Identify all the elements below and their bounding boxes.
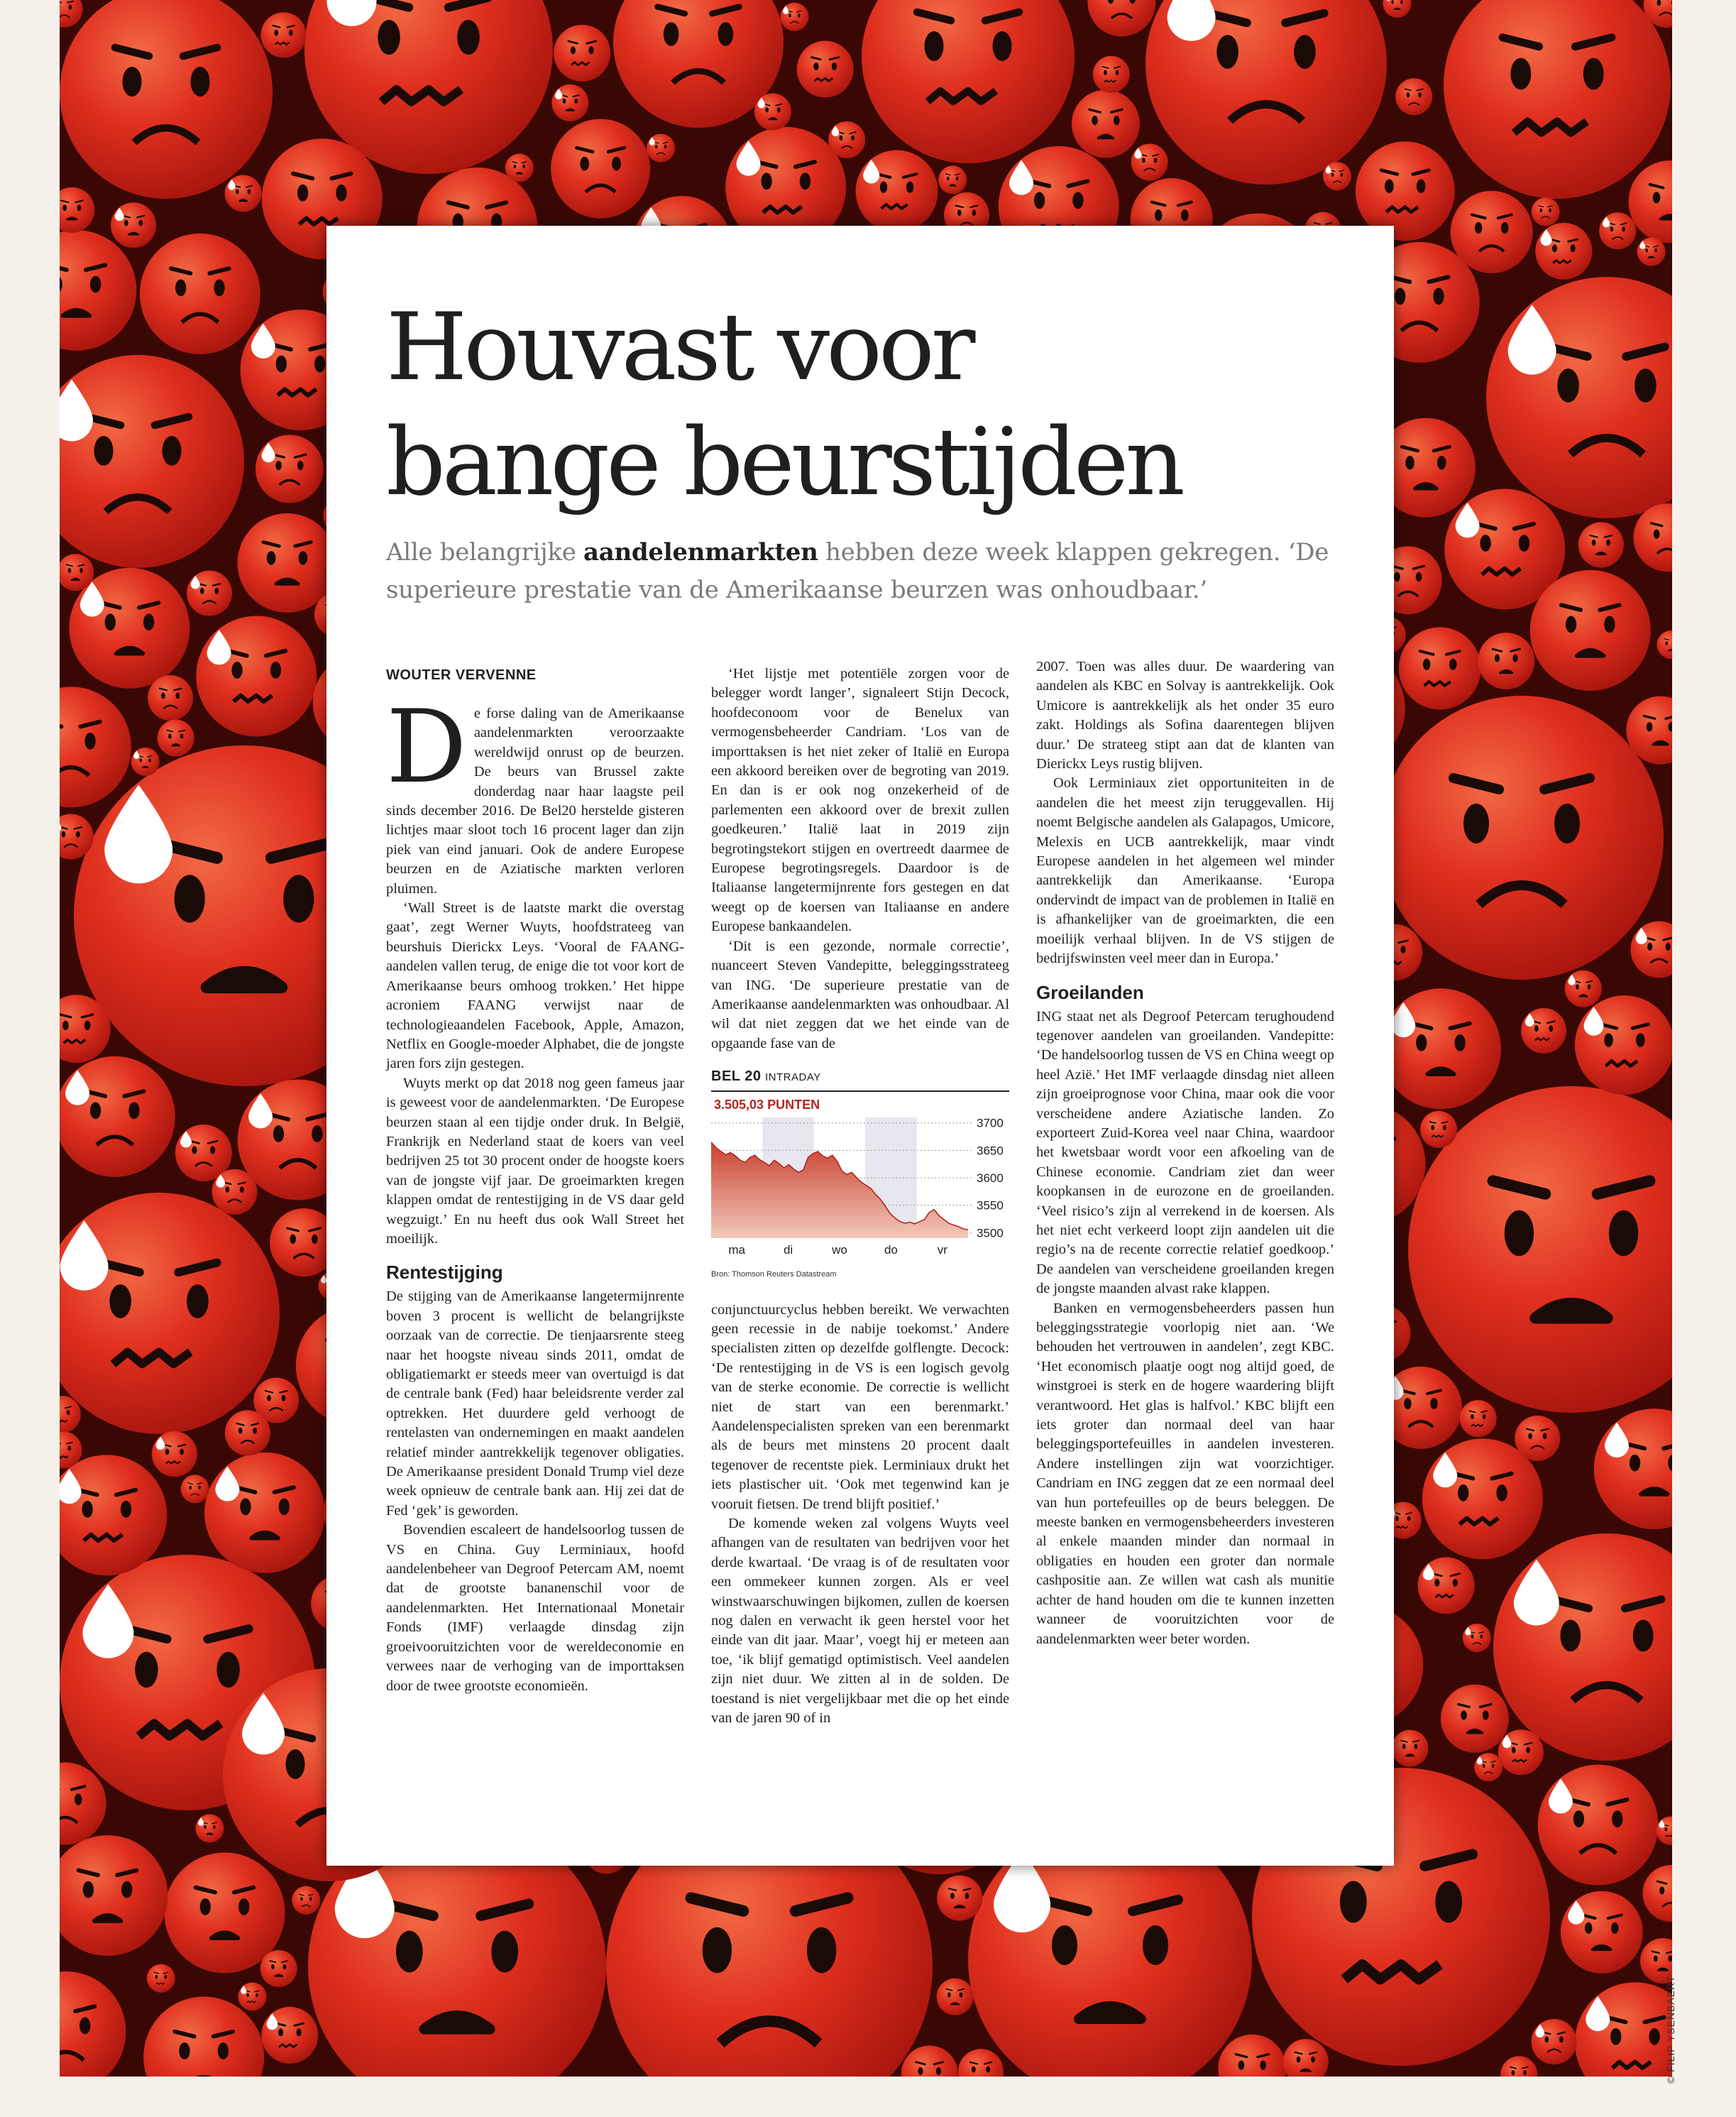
drop-cap: D xyxy=(386,689,467,806)
worried-face-emoji xyxy=(1444,0,1671,199)
worried-face-emoji xyxy=(1515,1416,1560,1461)
column-1 xyxy=(386,664,684,1696)
headline-line-2: bange beurstijden xyxy=(386,407,1182,516)
worried-face-emoji xyxy=(260,1950,297,1987)
worried-face-emoji xyxy=(1599,212,1636,249)
worried-face-emoji xyxy=(937,1876,982,1921)
chart-ytick-label: 3700 xyxy=(977,1116,1004,1130)
worried-face-emoji xyxy=(1478,633,1534,689)
lede-end: hebben deze week klappen gekregen. ‘De superieure prestatie van de Amerikaanse beurzen was onhoudbaar.’ xyxy=(386,538,1329,604)
worried-face-emoji xyxy=(1594,1408,1672,1529)
worried-face-emoji xyxy=(551,119,650,219)
paragraph: Bovendien escaleert de handelsoorlog tussen de VS en China. Guy Lerminiaux, hoofd aandelenbeheer van Degroof Petercam AM, noemt dat de grootste bananenschil voor de aandelenmarkten. Het Internationaal Monetair Fonds (IMF) verlaagde dinsdag zijn groeivooruitzichten voor de wereldeconomie en verwees naar de verhoging van de importtaksen door de twee grootste economieën. xyxy=(386,1522,684,1694)
worried-face-emoji xyxy=(1530,570,1651,691)
article-panel xyxy=(326,226,1394,1866)
worried-face-emoji xyxy=(60,230,136,351)
chart-xtick-label: do xyxy=(884,1243,898,1257)
worried-face-emoji xyxy=(797,40,854,97)
worried-face-emoji xyxy=(60,187,94,233)
paragraph: conjunctuurcyclus hebben bereikt. We verwachten geen recessie in de nabije toekomst.’ Andere specialisten zitten op dezelfde golflengte. Decock: ‘De rentestijging in de VS is een logisch gevolg van de sterke economie. De correctie is wellicht niet de start van een berenmarkt.’ Aandelenspecialisten spreken van een berenmarkt als de beurs met minstens 20 procent daalt tegenover de recentste piek. Lerminiaux drukt het iets plastischer uit. ‘Ook met tegenwind kan je vooruit fietsen. De trend blijft positief.’ xyxy=(711,1301,1009,1512)
worried-face-emoji xyxy=(1532,197,1560,226)
worried-face-emoji xyxy=(1283,2039,1329,2077)
worried-face-emoji xyxy=(1575,995,1672,1095)
worried-face-emoji xyxy=(181,1475,209,1503)
worried-face-emoji xyxy=(828,121,865,158)
worried-face-emoji xyxy=(60,355,244,568)
worried-face-emoji xyxy=(60,1455,167,1575)
worried-face-emoji xyxy=(1637,238,1666,266)
paragraph: De komende weken zal volgens Wuyts veel afhangen van de resultaten van bedrijven voor het derde kwartaal. ‘De vraag is of de resultaten voor een ommekeer kunnen zorgen. Als er veel winstwaarschuwingen bijkomen, zullen de koersen nog dalen en verwacht ik geen herstel voor het einde van dit jaar. Maar’, voegt hij er meteen aan toe, ‘ik blijf gematigd optimistisch. Veel aandelen zijn niet duur. We zitten al in de solden. De toestand is niet vergelijkbaar met die op het einde van de jaren 90 of in xyxy=(711,1516,1009,1727)
worried-face-emoji xyxy=(111,202,156,248)
worried-face-emoji xyxy=(60,686,131,807)
worried-face-emoji xyxy=(204,1453,325,1573)
worried-face-emoji xyxy=(1474,1753,1502,1781)
worried-face-emoji xyxy=(1323,162,1351,190)
chart-title xyxy=(711,1068,1009,1092)
paragraph: ‘Wall Street is de laatste markt die overstag gaat’, zegt Werner Wuyts, hoofdstrateeg van beurshuis Dierickx Leys. ‘Vooral de FAANG-aandelen vallen terug, de enige die tot voor kort de Amerikaanse beurs omhoog trokken.’ Het hippe acroniem FAANG verwijst naar de technologieaandelen Facebook, Apple, Amazon, Netflix en Google-moeder Alphabet, die de jongste jaren fors zijn gestegen. xyxy=(386,900,684,1072)
worried-face-emoji xyxy=(780,3,808,31)
paragraph: Banken en vermogensbeheerders passen hun beleggingsstrategie voorlopig niet aan. ‘We behouden het vertrouwen in aandelen’, zegt KBC. ‘Het economisch plaatje oogt nog altijd goed, de winstgroei is sterk en de hogere waardering blijft verantwoord. Het glas is halfvol.’ KBC blijft een iets groter dan normaal deel van haar beleggingsportefeuilles in aandelen investeren. Andere instellingen zijn wat voorzichtiger. Candriam en ING zeggen dat ze een normaal deel van hun portefeuilles op de beurs beleggen. De meeste banken en vermogensbeheerders investeren al enkele maanden minder dan normaal in obligaties en houden een groter dan normale cashpositie aan. Ze willen wat cash als munitie achter de hand houden om die te kunnen inzetten wanneer de vooruitzichten voor de aandelenmarkten weer beter worden. xyxy=(1036,1300,1334,1647)
paragraph: ‘Het lijstje met potentiële zorgen voor de belegger wordt langer’, signaleert Stijn Decock, hoofdeconoom voor de Benelux van vermogensbeheerder Candriam. ‘Los van de importtaksen is het niet zeker of Italië en Europa een akkoord bereiken over de begroting van 2019. En dan is er ook nog onzekerheid of de parlementen een akkoord over de brexit zullen goedkeuren.’ Italië laat in 2019 zijn begrotingstekort stijgen en overtreedt daarmee de Europese begrotingsregels. Daardoor is de Italiaanse langetermijnrente fors gestegen en dat weegt op de koersen van Italiaanse en andere Europese bankaandelen. xyxy=(711,666,1009,935)
worried-face-emoji xyxy=(140,234,260,354)
worried-face-emoji xyxy=(862,0,1075,163)
worried-face-emoji xyxy=(1561,1891,1643,1974)
paragraph: Ook Lerminiaux ziet opportuniteiten in de aandelen die het meest zijn teruggevallen. Hij noemt Belgische aandelen als Galapagos, Umicore, Melexis en UCB aantrekkelijk, maar vindt Europese aandelen in het algemeen wel minder aantrekkelijk dan Amerikaanse. ‘Europa ondervindt de impact van de problemen in Italië en is afhankelijker van de groeimarkten, die een moeilijk verhaal blijven. In de VS stijgen de bedrijfswinsten veel meer dan in Europa.’ xyxy=(1036,775,1334,967)
worried-face-emoji xyxy=(958,2049,1004,2077)
worried-face-emoji xyxy=(937,1979,974,2015)
worried-face-emoji xyxy=(1380,988,1501,1109)
worried-face-emoji xyxy=(1460,1400,1497,1437)
worried-face-emoji xyxy=(225,1410,270,1455)
worried-face-emoji xyxy=(1630,921,1672,978)
headline-line-1: Houvast voor xyxy=(386,292,972,401)
worried-face-emoji xyxy=(1218,2035,1286,2077)
worried-face-emoji xyxy=(1463,1624,1491,1652)
worried-face-emoji xyxy=(1418,1557,1475,1614)
worried-face-emoji xyxy=(1493,1533,1672,1761)
worried-face-emoji xyxy=(1087,0,1155,36)
worried-face-emoji xyxy=(292,1886,320,1915)
worried-face-emoji xyxy=(938,165,967,194)
paragraph-text: e forse daling van de Amerikaanse aandelenmarkten veroorzaakte wereldwijd onrust op de beurzen. De beurs van Brussel zakte donderdag naar haar laagste peil sinds december 2016. De Bel20 herstelde gisteren lichtjes maar sloot toch 16 procent lager dan zijn piek van eind januari. Ook de andere Europese beurzen en de Aziatische markten verloren pluimen. xyxy=(386,706,684,897)
worried-face-emoji xyxy=(1441,1685,1509,1753)
worried-face-emoji xyxy=(1657,1817,1672,1845)
worried-face-emoji xyxy=(1538,1765,1659,1886)
worried-face-emoji xyxy=(60,1835,168,1956)
paragraph: ING staat net als Degroof Petercam terughoudend tegenover aandelen van groeilanden. Vandepitte: ‘De handelsoorlog tussen de VS en China weegt op heel Azië.’ Het IMF verlaagde dinsdag niet alleen zijn groeiprognose voor China, maar ook die voor verscheidene andere Aziatische landen. Zo exporteert Zuid-Korea veel naar China, waardoor het kwetsbaar wordt voor een afkoeling van de Chinese economie. Candriam ziet dan weer koopkansen in de eurozone en de groeilanden. ‘Veel risico’s zijn al verrekend in de koersen. Als het niet echt verkeerd loopt zijn aandelen uit die regio’s na de recente correctie relatief goedkoop.’ De aandelen van verscheidene groeilanden kregen de jongste maanden alvast rake klappen. xyxy=(1036,1008,1334,1297)
worried-face-emoji xyxy=(261,2007,318,2064)
paragraph: ‘Dit is een gezonde, normale correctie’, nuanceert Steven Vandepitte, beleggingsstrateeg van ING. ‘De superieure prestatie van de Amerikaanse aandelenmarkten was onhoudbaar. Al wil dat niet zeggen dat we het einde van de opgaande fase van de xyxy=(711,938,1009,1051)
headline xyxy=(386,290,1351,520)
chart-subtitle: INTRADAY xyxy=(765,1071,821,1084)
worried-face-emoji xyxy=(1146,0,1387,185)
worried-face-emoji xyxy=(1642,1865,1672,1922)
subheading-rentestijging: Rentestijging xyxy=(386,1262,503,1284)
worried-face-emoji xyxy=(147,1964,175,1993)
chart-ytick-label: 3600 xyxy=(977,1171,1004,1186)
chart-source: Bron: Thomson Reuters Datastream xyxy=(711,1270,837,1279)
worried-face-emoji xyxy=(1657,630,1672,659)
chart-ytick-label: 3500 xyxy=(977,1226,1004,1240)
bel20-intraday-chart xyxy=(711,1068,1009,1284)
worried-face-emoji xyxy=(60,0,83,28)
paragraph: De stijging van de Amerikaanse langetermijnrente boven 3 procent is wellicht de belangrijkste oorzaak van de correctie. De tienjaarsrente steeg naar het hoogste niveau sinds 2011, omdat de obligatiemarkt er steeds meer van overtuigd is dat de centrale bank (Fed) haar beleidsrente verder zal optrekken. Het duurdere geld verhoogt de rentelasten van ondernemingen en maakt aandelen relatief minder aantrekkelijk tegenover obligaties. De Amerikaanse president Donald Trump viel deze week opnieuw de centrale bank aan. Hij zei dat de Fed ‘gek’ is geworden. xyxy=(386,1289,684,1519)
author-byline: WOUTER VERVENNE xyxy=(386,667,537,683)
worried-face-emoji xyxy=(1535,223,1592,280)
worried-face-emoji xyxy=(1532,2019,1577,2064)
paragraph: 2007. Toen was alles duur. De waardering van aandelen als KBC en Solvay is aantrekkelijk. Ook Umicore is aantrekkelijk als het onder 35 euro zakt. Holdings als Sofina daarentegen blijven duur.’ De strateeg stipt aan dat de klanten van Dierickx Leys rustig blijven. xyxy=(1036,659,1334,772)
worried-face-emoji xyxy=(212,1169,258,1215)
worried-face-emoji xyxy=(505,153,534,182)
worried-face-emoji xyxy=(1420,1111,1457,1148)
worried-face-emoji xyxy=(1486,277,1672,518)
worried-face-emoji xyxy=(60,0,273,199)
chart-title-main: BEL 20 xyxy=(711,1068,762,1085)
worried-face-emoji xyxy=(901,2045,958,2077)
chart-xtick-label: wo xyxy=(832,1243,847,1257)
worried-face-emoji xyxy=(1399,628,1481,710)
chart-xtick-label: vr xyxy=(937,1243,947,1257)
worried-face-emoji xyxy=(1575,1982,1672,2077)
chart-xtick-label: di xyxy=(783,1243,793,1257)
worried-face-emoji xyxy=(554,25,610,82)
paragraph xyxy=(386,689,684,899)
chart-plot xyxy=(711,1096,1009,1261)
worried-face-emoji xyxy=(856,150,938,232)
chart-xtick-label: ma xyxy=(728,1243,746,1257)
worried-face-emoji xyxy=(1380,696,1664,980)
worried-face-emoji xyxy=(1565,970,1602,1007)
chart-ytick-label: 3550 xyxy=(977,1198,1004,1213)
worried-face-emoji xyxy=(1521,1008,1566,1054)
worried-face-emoji xyxy=(131,748,160,776)
worried-face-emoji xyxy=(148,675,193,721)
lede-bold: aandelenmarkten xyxy=(583,538,818,567)
worried-face-emoji xyxy=(158,720,194,757)
worried-face-emoji xyxy=(261,12,307,58)
worried-face-emoji xyxy=(60,1056,175,1177)
worried-face-emoji xyxy=(1072,89,1140,158)
worried-face-emoji xyxy=(1498,1729,1544,1775)
photo-credit: © FILIP YSENBAERT xyxy=(1665,1975,1676,2084)
worried-face-emoji xyxy=(1500,2056,1537,2077)
worried-face-emoji xyxy=(195,1815,224,1843)
column-3 xyxy=(1036,657,1334,1649)
worried-face-emoji xyxy=(1578,523,1624,568)
lede-start: Alle belangrijke xyxy=(386,538,584,567)
lede xyxy=(386,534,1380,609)
worried-face-emoji xyxy=(1392,1730,1429,1767)
worried-face-emoji xyxy=(60,1971,126,2077)
worried-face-emoji xyxy=(1383,0,1412,18)
worried-face-emoji xyxy=(238,1982,267,2011)
worried-face-emoji xyxy=(225,175,262,212)
worried-face-emoji xyxy=(1131,143,1168,180)
worried-face-emoji xyxy=(1395,78,1432,115)
worried-face-emoji xyxy=(1451,191,1533,273)
chart-area-fill xyxy=(711,1142,968,1238)
worried-face-emoji xyxy=(754,93,791,130)
subheading-groeilanden: Groeilanden xyxy=(1036,981,1144,1003)
worried-face-emoji xyxy=(1093,56,1130,93)
column-2 xyxy=(711,664,1009,1728)
chart-last-value: 3.505,03 PUNTEN xyxy=(714,1098,820,1112)
worried-face-emoji xyxy=(60,1193,280,1434)
paragraph: Wuyts merkt op dat 2018 nog geen fameus jaar is geweest voor de aandelenmarkten. ‘De Europese beurzen staan al een tijdje onder druk. In België, Frankrijk en Nederland staat de koers van veel bedrijven 25 tot 30 procent onder de hoogste koers van de jongste vijf jaar. De groeimarkten kregen klappen omdat de rentestijging in de VS daar geld wegzuigt.’ En nu heeft dus ook Wall Street het moeilijk. xyxy=(386,1075,684,1247)
worried-face-emoji xyxy=(187,571,232,616)
worried-face-emoji xyxy=(152,1431,197,1477)
worried-face-emoji xyxy=(196,616,317,737)
worried-face-emoji xyxy=(647,134,675,163)
chart-ytick-label: 3650 xyxy=(977,1144,1004,1158)
worried-face-emoji xyxy=(551,84,588,121)
worried-face-emoji xyxy=(256,434,324,503)
